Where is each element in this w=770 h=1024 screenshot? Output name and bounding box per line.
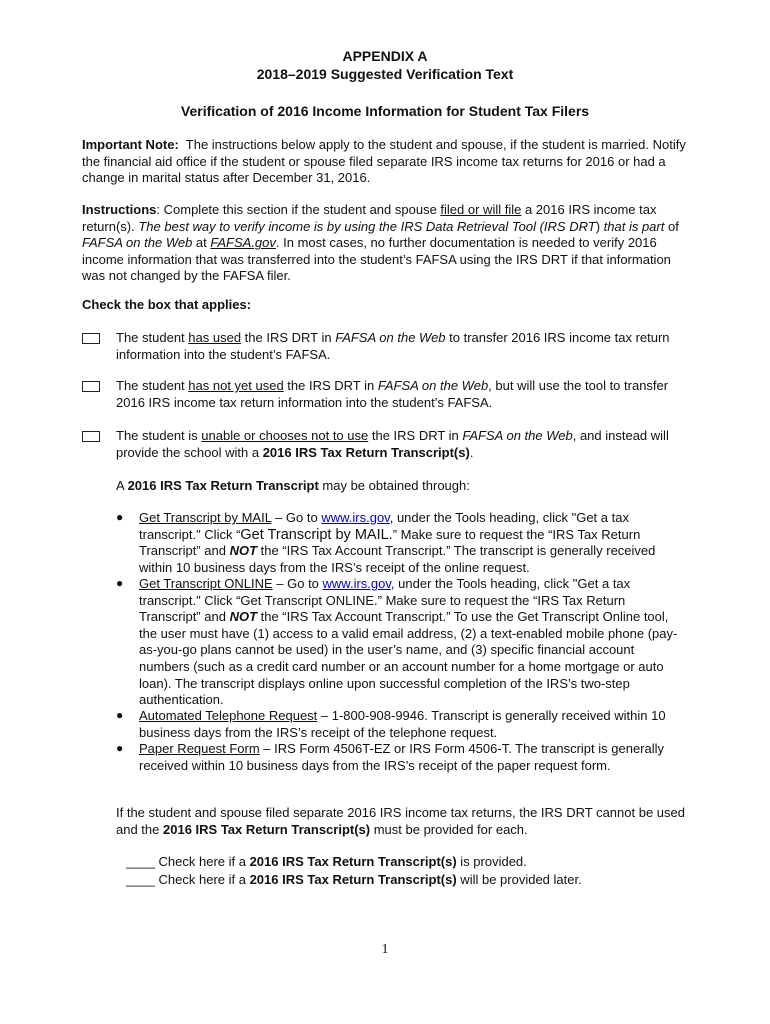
instructions-text: . In most cases, no further documentation is needed to verify 2016 income information that was transferred into the student’s FAFSA using the IRS DRT if that information was not changed by the FAFSA filer. bbox=[82, 235, 671, 284]
option-underline: has not yet used bbox=[188, 378, 284, 393]
irs-gov-link[interactable]: www.irs.gov bbox=[321, 510, 390, 525]
bullet-text: the “IRS Tax Account Transcript.” To use the Get Transcript Online tool, the user must have (1) access to a valid email address, (2) a text-enabled mobile phone (pay-as-you-go plans cannot be used) in the user’s name, and (3) specific financial account numbers (such as a credit card number or an account number for a home mortgage or auto loan). The transcript displays online upon successful completion of the IRS’s two-step authentication. bbox=[139, 609, 678, 708]
check-text: Check here if a bbox=[154, 854, 250, 869]
separate-text: must be provided for each. bbox=[370, 821, 528, 837]
important-note bbox=[82, 137, 690, 187]
option-text: the IRS DRT in bbox=[283, 378, 378, 393]
option-underline: has used bbox=[188, 330, 242, 345]
option-italic: FAFSA on the Web bbox=[377, 378, 489, 393]
bullet-get-transcript-online bbox=[139, 576, 687, 709]
option-checkbox-not-yet-used[interactable] bbox=[82, 381, 100, 392]
instructions-italic: The best way to verify income is by using the IRS Data Retrieval Tool (IRS DRT bbox=[138, 218, 596, 234]
option-text: The student is bbox=[116, 428, 202, 443]
irs-gov-link[interactable]: www.irs.gov bbox=[322, 576, 391, 591]
important-note-label: Important Note: bbox=[82, 137, 179, 152]
option-text: the IRS DRT in bbox=[241, 330, 336, 345]
check-line-provided[interactable] bbox=[126, 854, 686, 871]
bullet-dot: ● bbox=[116, 708, 124, 722]
option-text: The student bbox=[116, 330, 189, 345]
check-blank[interactable]: ____ bbox=[126, 854, 155, 869]
fafsa-gov-link: FAFSA.gov bbox=[210, 235, 276, 251]
bullet-text: – 1-800-908-9946. Transcript is generally received within 10 business days from the IRS’s receipt of the telephone request. bbox=[139, 708, 666, 740]
instructions-italic: that is part bbox=[603, 218, 668, 234]
option-checkbox-unable[interactable] bbox=[82, 431, 100, 442]
check-text: is provided. bbox=[456, 854, 527, 869]
telephone-request-link[interactable]: Automated Telephone Request bbox=[139, 708, 318, 723]
obtain-text: may be obtained through: bbox=[318, 478, 470, 493]
instructions-paragraph bbox=[82, 202, 690, 285]
important-note-text: The instructions below apply to the student and spouse, if the student is married. Notify the financial aid office if the student or spouse filed separate IRS income tax returns for 2016 or had a change in marital status after December 31, 2016. bbox=[82, 137, 686, 186]
bullet-text: – Go to bbox=[272, 576, 323, 591]
get-transcript-mail-link[interactable]: Get Transcript by MAIL bbox=[139, 510, 272, 525]
bullet-telephone-request bbox=[139, 708, 687, 741]
separate-returns-paragraph bbox=[116, 805, 692, 838]
check-bold: 2016 IRS Tax Return Transcript(s) bbox=[249, 854, 457, 869]
bullet-text: , under the Tools heading, click "Get a tax transcript." Click “ bbox=[139, 510, 629, 542]
option-bold: 2016 IRS Tax Return Transcript(s) bbox=[262, 444, 470, 460]
instructions-text: at bbox=[192, 235, 211, 251]
bullet-text: – IRS Form 4506T-EZ or IRS Form 4506-T. The transcript is generally received within 10 business days from the IRS’s receipt of the paper request form. bbox=[139, 741, 665, 773]
get-transcript-online-link[interactable]: Get Transcript ONLINE bbox=[139, 576, 273, 591]
instructions-label: Instructions bbox=[82, 202, 157, 217]
obtain-bold: 2016 IRS Tax Return Transcript bbox=[127, 478, 319, 493]
bullet-text-large: Get Transcript by MAIL. bbox=[240, 526, 393, 543]
page-title: Verification of 2016 Income Information for Student Tax Filers bbox=[180, 103, 590, 119]
option-text: . bbox=[469, 444, 474, 460]
bullet-not: NOT bbox=[229, 609, 258, 625]
check-text: will be provided later. bbox=[456, 872, 582, 887]
instructions-underline: filed or will file bbox=[440, 202, 522, 217]
option-text: , but will use the tool to transfer 2016 IRS income tax return information into the student’s FAFSA. bbox=[116, 378, 669, 410]
bullet-paper-request bbox=[139, 741, 669, 774]
option-has-used bbox=[116, 330, 686, 363]
option-text: , and instead will provide the school with a bbox=[116, 428, 669, 460]
option-unable bbox=[116, 428, 688, 461]
instructions-text: of bbox=[667, 218, 679, 234]
check-box-heading: Check the box that applies: bbox=[82, 297, 252, 312]
option-italic: FAFSA on the Web bbox=[462, 428, 573, 443]
obtain-text: A bbox=[116, 478, 128, 493]
obtain-paragraph bbox=[116, 478, 688, 495]
option-italic: FAFSA on the Web bbox=[335, 330, 446, 345]
bullet-text: , under the Tools heading, click "Get a tax transcript." Click “Get Transcript ONLINE.” Make sure to request the “IRS Tax Return Transcript” and bbox=[139, 576, 631, 625]
page-number: 1 bbox=[381, 942, 389, 957]
instructions-italic: FAFSA on the Web bbox=[82, 235, 193, 251]
option-text: to transfer 2016 IRS income tax return information into the student’s FAFSA. bbox=[116, 330, 670, 362]
check-bold: 2016 IRS Tax Return Transcript(s) bbox=[249, 872, 457, 887]
option-not-yet-used bbox=[116, 378, 676, 411]
check-text: Check here if a bbox=[154, 872, 250, 887]
bullet-text: – Go to bbox=[271, 510, 322, 525]
appendix-subtitle: 2018–2019 Suggested Verification Text bbox=[256, 66, 514, 82]
option-underline: unable or chooses not to use bbox=[201, 428, 369, 443]
check-line-provided-later[interactable] bbox=[126, 872, 686, 889]
bullet-get-transcript-mail bbox=[139, 510, 687, 576]
bullet-dot: ● bbox=[116, 576, 124, 590]
separate-text: If the student and spouse filed separate 2016 IRS income tax returns, the IRS DRT cannot be used and the bbox=[116, 805, 685, 837]
option-checkbox-has-used[interactable] bbox=[82, 333, 100, 344]
instructions-text: a 2016 IRS income tax return(s). bbox=[82, 202, 657, 234]
option-text: The student bbox=[116, 378, 189, 393]
option-text: the IRS DRT in bbox=[368, 428, 463, 443]
paper-request-link[interactable]: Paper Request Form bbox=[139, 741, 260, 756]
check-blank[interactable]: ____ bbox=[126, 872, 155, 887]
appendix-heading: APPENDIX A bbox=[342, 48, 428, 64]
separate-bold: 2016 IRS Tax Return Transcript(s) bbox=[163, 821, 371, 837]
instructions-text: ) bbox=[595, 218, 604, 234]
bullet-text: ” Make sure to request the “IRS Tax Return Transcript” and bbox=[139, 526, 641, 559]
bullet-text: the “IRS Tax Account Transcript.” The transcript is generally received within 10 business days from the IRS’s receipt of the online request. bbox=[139, 543, 656, 575]
bullet-dot: ● bbox=[116, 510, 124, 524]
bullet-not: NOT bbox=[229, 543, 258, 559]
instructions-text: : Complete this section if the student and spouse bbox=[156, 202, 441, 217]
bullet-dot: ● bbox=[116, 741, 124, 755]
